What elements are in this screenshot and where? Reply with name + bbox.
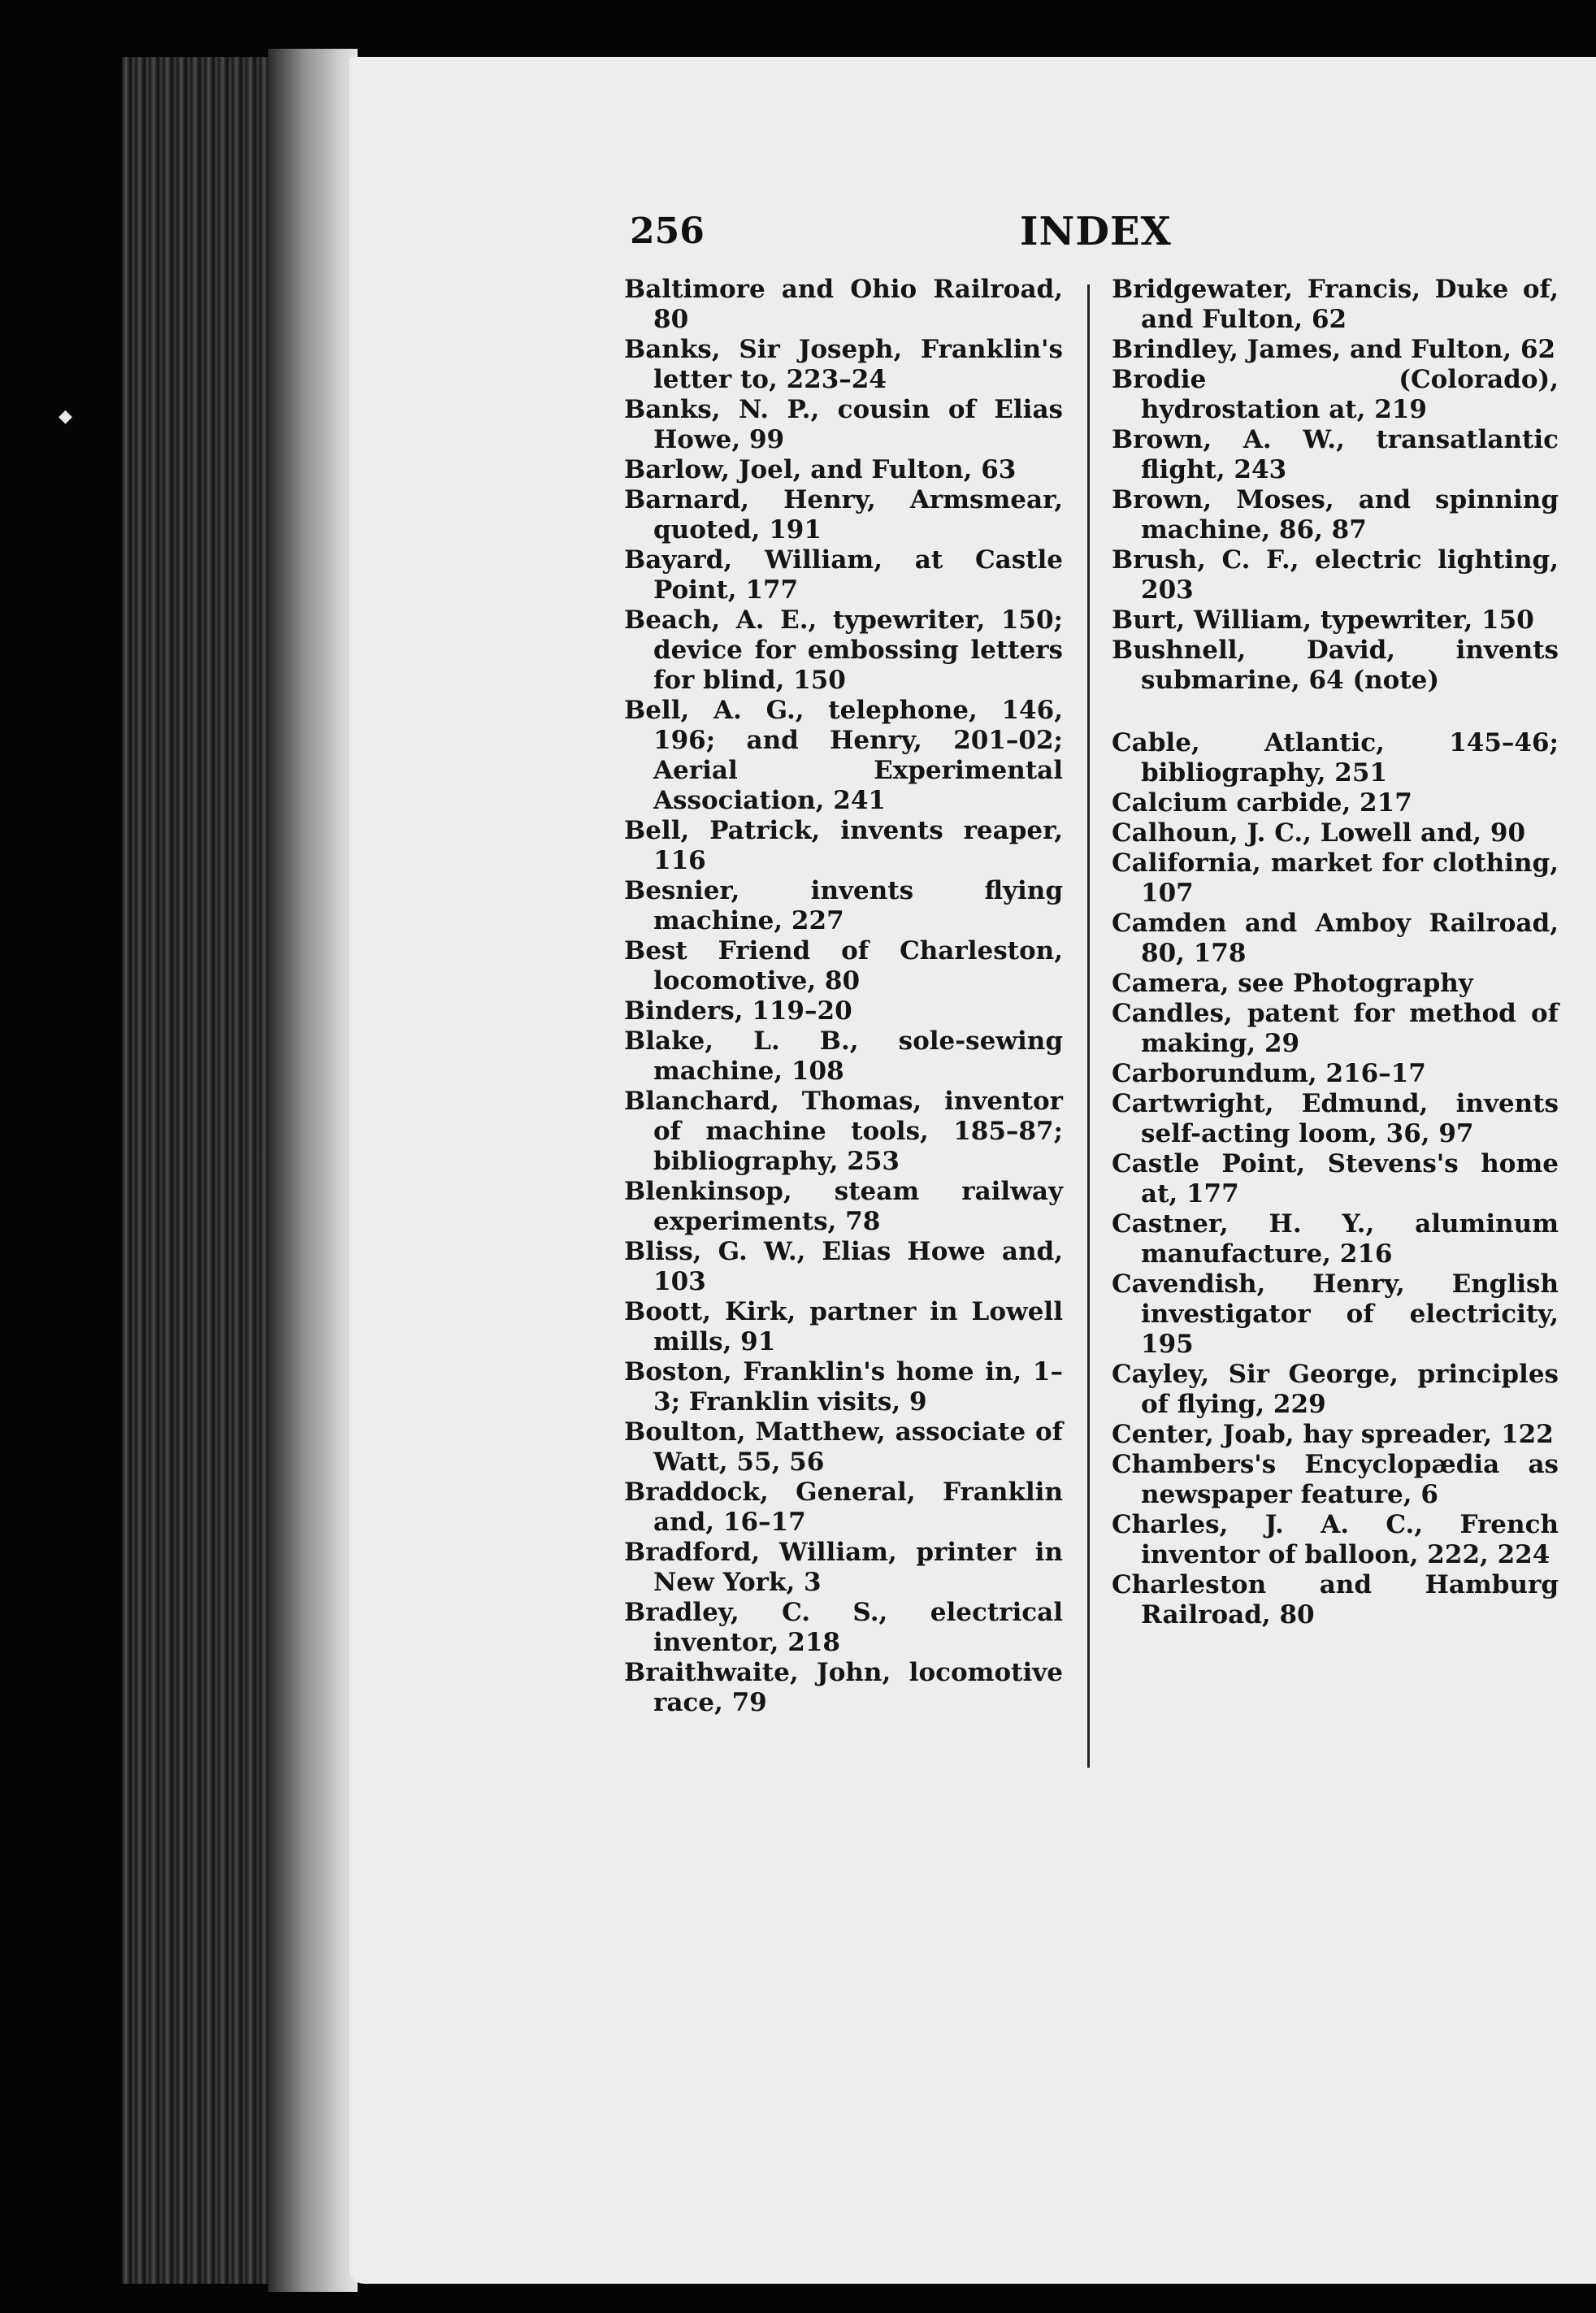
index-entry: Calhoun, J. C., Lowell and, 90: [1112, 818, 1526, 848]
index-entry: Bridgewater, Francis, Duke of, and Fulton, 62: [1112, 275, 1559, 334]
index-entry: Best Friend of Charleston, locomotive, 80: [624, 936, 1063, 996]
index-entry: Bradford, William, printer in New York, 3: [624, 1538, 1063, 1597]
page-header: [630, 209, 1172, 258]
index-entry: Burt, William, typewriter, 150: [1112, 605, 1534, 635]
index-entry: Center, Joab, hay spreader, 122: [1112, 1420, 1554, 1449]
index-entry: Blanchard, Thomas, inventor of machine tools, 185–87; bibliography, 253: [624, 1087, 1063, 1176]
index-entry: Banks, Sir Joseph, Franklin's letter to, 223–24: [624, 335, 1063, 394]
index-entry: California, market for clothing, 107: [1112, 848, 1559, 908]
index-entry: Cable, Atlantic, 145–46; bibliography, 251: [1112, 728, 1559, 788]
index-entry: Brindley, James, and Fulton, 62: [1112, 335, 1556, 364]
index-entry: Cavendish, Henry, English investigator of electricity, 195: [1112, 1269, 1559, 1359]
index-entry: Castle Point, Stevens's home at, 177: [1112, 1149, 1559, 1209]
index-entry: Bliss, G. W., Elias Howe and, 103: [624, 1237, 1063, 1296]
index-column-left: [624, 275, 1063, 1718]
index-entry: Bayard, William, at Castle Point, 177: [624, 545, 1063, 605]
index-entry: Blake, L. B., sole-sewing machine, 108: [624, 1026, 1063, 1086]
page-fold-shadow: [268, 49, 358, 2292]
index-entry: Blenkinsop, steam railway experiments, 78: [624, 1177, 1063, 1236]
index-entry: Besnier, invents flying machine, 227: [624, 876, 1063, 935]
index-entry: Bradley, C. S., electrical inventor, 218: [624, 1598, 1063, 1657]
index-entry: Brown, A. W., transatlantic flight, 243: [1112, 425, 1559, 484]
index-entry: Braithwaite, John, locomotive race, 79: [624, 1658, 1063, 1717]
index-entry: Baltimore and Ohio Railroad, 80: [624, 275, 1063, 334]
index-entry: Cartwright, Edmund, invents self-acting loom, 36, 97: [1112, 1089, 1559, 1148]
index-entry: Barlow, Joel, and Fulton, 63: [624, 455, 1017, 484]
index-entry: Bell, Patrick, invents reaper, 116: [624, 816, 1063, 875]
index-entry: Camera, see Photography: [1112, 969, 1473, 998]
index-entry: Cayley, Sir George, principles of flying, 229: [1112, 1360, 1559, 1419]
column-divider: [1087, 284, 1090, 1768]
index-entry: Bell, A. G., telephone, 146, 196; and Henry, 201–02; Aerial Experimental Association, 241: [624, 696, 1063, 815]
index-entry: Castner, H. Y., aluminum manufacture, 216: [1112, 1209, 1559, 1269]
index-entry: Brush, C. F., electric lighting, 203: [1112, 545, 1559, 605]
page-number: 256: [630, 210, 705, 252]
index-entry: Charleston and Hamburg Railroad, 80: [1112, 1570, 1559, 1630]
index-entry: Boott, Kirk, partner in Lowell mills, 91: [624, 1297, 1063, 1356]
index-entry: Boulton, Matthew, associate of Watt, 55, 56: [624, 1417, 1063, 1477]
index-entry: Binders, 119–20: [624, 996, 852, 1026]
index-column-right: [1112, 275, 1559, 1630]
index-entry: Chambers's Encyclopædia as newspaper feature, 6: [1112, 1450, 1559, 1509]
index-entry: Beach, A. E., typewriter, 150; device for embossing letters for blind, 150: [624, 605, 1063, 695]
index-entry: Boston, Franklin's home in, 1–3; Franklin visits, 9: [624, 1357, 1063, 1417]
index-entry: Brown, Moses, and spinning machine, 86, 87: [1112, 485, 1559, 545]
index-entry: Carborundum, 216–17: [1112, 1059, 1426, 1088]
index-entry: Candles, patent for method of making, 29: [1112, 999, 1559, 1058]
index-entry: Brodie (Colorado), hydrostation at, 219: [1112, 365, 1559, 424]
index-entry: Bushnell, David, invents submarine, 64 (note): [1112, 636, 1559, 695]
index-entry: Banks, N. P., cousin of Elias Howe, 99: [624, 395, 1063, 454]
index-entry: Camden and Amboy Railroad, 80, 178: [1112, 909, 1559, 968]
scan-speck-icon: ◆: [59, 406, 72, 427]
index-entry: Braddock, General, Franklin and, 16–17: [624, 1478, 1063, 1537]
page-title: INDEX: [1020, 209, 1172, 254]
index-entry: Barnard, Henry, Armsmear, quoted, 191: [624, 485, 1063, 545]
index-entry: Calcium carbide, 217: [1112, 788, 1412, 818]
index-entry: Charles, J. A. C., French inventor of balloon, 222, 224: [1112, 1510, 1559, 1569]
